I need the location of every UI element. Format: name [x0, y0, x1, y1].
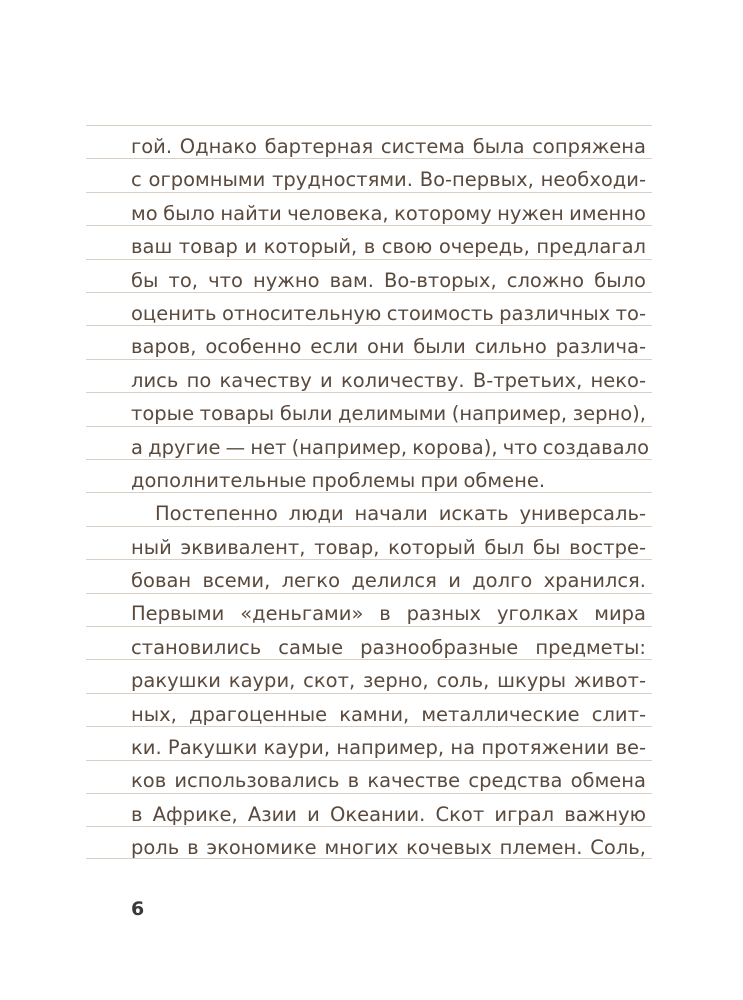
text-line: становились самые разнообразные предметы:	[131, 635, 646, 659]
text-line: мо было найти человека, которому нужен именно	[131, 201, 646, 225]
ruled-line	[86, 125, 652, 126]
text-line: Первыми «деньгами» в разных уголках мира	[131, 602, 646, 626]
text-line: ный эквивалент, товар, который был бы востре-	[131, 535, 646, 559]
text-line: с огромными трудностями. Во-первых, необходи-	[131, 168, 646, 192]
text-line: варов, особенно если они были сильно различа-	[131, 335, 646, 359]
text-line: ки. Ракушки каури, например, на протяжении ве-	[131, 736, 646, 760]
text-line: бован всеми, легко делился и долго хранился.	[131, 569, 646, 593]
text-line: гой. Однако бартерная система была сопряжена	[131, 135, 646, 158]
text-line: ных, драгоценные камни, металлические слит-	[131, 702, 646, 726]
text-line: ваш товар и который, в свою очередь, предлагал	[131, 235, 646, 259]
text-line: ков использовались в качестве средства обмена	[131, 769, 646, 793]
text-line: Постепенно люди начали искать универсаль-	[155, 502, 646, 526]
text-line: лись по качеству и количеству. В-третьих, неко-	[131, 368, 646, 392]
text-line: а другие — нет (например, корова), что создавало	[131, 435, 650, 459]
text-line: в Африке, Азии и Океании. Скот играл важную	[131, 802, 646, 826]
text-line: бы то, что нужно вам. Во-вторых, сложно было	[131, 268, 646, 292]
text-line: ракушки каури, скот, зерно, соль, шкуры живот-	[131, 669, 646, 693]
text-line: торые товары были делимыми (например, зерно),	[131, 402, 646, 426]
text-line: роль в экономике многих кочевых племен. Соль,	[131, 836, 646, 860]
page-number: 6	[131, 898, 145, 920]
body-text	[131, 130, 650, 865]
text-line: дополнительные проблемы при обмене.	[131, 468, 546, 492]
text-line: оценить относительную стоимость различных то-	[131, 301, 646, 325]
